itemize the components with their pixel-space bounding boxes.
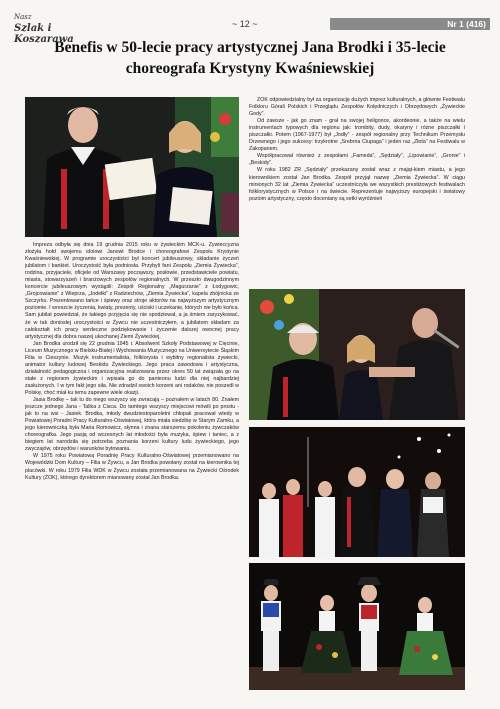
issue-bar: [330, 18, 490, 30]
jubilee-portrait-photo: [25, 97, 239, 237]
logo-line-2: Szlak i Koszarawa: [14, 23, 74, 45]
article-paragraph: W roku 1982 ZR „Sędziały” przekazany został wraz z mająt-kiem miastu, a jego kierownikiem został Jan Brodka. Zespół przyjął nazwę „Ziemia Żywiecka”. W ciągu minionych 32 lat „Ziemia Żywiecka” uczestniczyła we wszystkich prestiżowych festiwalach folklorystycznych w Polsce i na świecie. Reprezentuje najwyższy europejski i światowy poziom artystyczny, często doceniany są setki wyróżnień: [249, 167, 465, 202]
logo-line-1: Nasz: [14, 13, 32, 21]
page-number: ~ 12 ~: [232, 19, 258, 29]
article-paragraph: Jan Brodka urodził się 22 grudnia 1945 r. Absolwent Szkoły Podstawowej w Cięcinie, Liceum Muzycznego w Bielsku-Białej i Wychowania Muzycznego na Uniwersytecie Śląskim Filia w Cieszynie. Muzyk instrumentalista, folklorysta i wybitny regionalista żywiecki, animator kultury ludowej Beskidu Żywieckiego. Jego praca zawodowa i artystyczna, działalność pedagogiczna i organizacyjna realizowana przez okres 50 lat związała go na stałe z regionem żywieckim i wpisała go do panteonu ludzi dla niej najbardziej zasłużonych. I w tym fakt jego siła. Nie zdradził swoich korzeni ani rodaków, nie poszedł w Polskę, choć miał ku temu zapewne wiele okazji.: [25, 340, 239, 396]
article-left-column: [25, 242, 239, 698]
article-paragraph: Impreza odbyła się dnia 19 grudnia 2015 roku w żywieckim MCK-u. Żywieccyzna złożyła hołd swojemu idolowi Janowi Brodce i choreografowi Zespołu Krystynie Kwaśniewskiej. W programie uroczystości był koncert jubileuszowy, składanie życzeń jubilatom i bankiet. Uroczystość była podniosła. Przybyli fani Zespołu „Ziemia Żywiecka”, rodzina, przyjaciele, oficjele od Warszawy począwszy, posłowie, przedstawiciele powiatu, miasta, stowarzyszeń i branżowych zespołów regionalnych. W przeszło dwugodzinnym koncercie jubileuszowym wystąpili: Zespół Regionalny „Magurzanie” z Łodygowic, „Grojcowianie” z Wieprza, „Jodełki” z Radziechów, „Ziemia Żywiecka”, kapela zbójnicka ze Szczyrku. Prezentowano tańce i śpiewy oraz stroje aktorów na najwyższym artystycznym poziomie. I wreszcie życzenia, kwiaty, prezenty, uściski i uczekanie, których nie było końca. Sam jubilat powiedział, że takiego przyjęcia się nie spodziewał, a ja śmiem zaryzykować, że w tak doniosłej uroczystości w Żywcu nie uczestniczyłem, a jubilatom składam za całokształt ich pracy serdeczne podziękowanie i życzenie dalszej owocnej pracy artystycznej dla dobra naszej ukochanej Ziemi Żywieckiej.: [25, 242, 239, 340]
article-right-column: [249, 97, 465, 285]
article-paragraph: ŻOK odpowiedzialny był za organizację dużych imprez kulturalnych, a głównie Festiwalu Folkloru Górali Polskich i Przeglądu Zespołów Kolędniczych i Obrzędowych „Żywieckie Gody”.: [249, 97, 465, 118]
article-paragraph: Współpracował również z zespołami „Fameda”, „Sędziały”, „Lipowianie”, „Gronie” i „Beskidy”.: [249, 153, 465, 167]
article-paragraph: Od zawsze - jak go znam - grał na swojej heligonce, akordeonie, a także na wielu instrumentach typowych dla regionu jak: trombity, dudy, okaryny i różne piszczałki i piszczałki. Potem (1967-1977) był „Jodły” - zespół regionalny przy Technikum Przemysłu Drzewnego i jego sukcesy: trzykrotne „Srebrna Ciupaga” i jeden raz „Złota” na Festiwalu w Zakopanem.: [249, 118, 465, 153]
article-paragraph: W 1975 roku Powiatową Poradnię Pracy Kulturalno-Oświatowej przemianowano na Wojewódzki Dom Kultury – Filia w Żywcu, a Jan Brodka powołany został na kierownika tej placówki. W roku 1979 Filia WDK w Żywcu została przemianowana na Żywiecki Ośrodek Kultury (ŻOK), którego dyrektorem mianowany został Jan Brodka.: [25, 453, 239, 481]
choir-stage-photo: [249, 427, 465, 557]
masthead-logo: [14, 12, 94, 45]
folk-dancers-photo: [249, 563, 465, 690]
article-title: Benefis w 50-lecie pracy artystycznej Jana Brodki i 35-lecie choreografa Krystyny Kwaśniewskiej: [54, 39, 446, 77]
article-paragraph: Jasia Brodkę – tak tu do niego wszyscy się zwracają – poznałem w latach 80. Znałem jeszcze jednego Jana - Talika z Cisca. Do tamtego wszyscy miejscowi mówili po prostu - jak to na wsi - Jasiek. Brodka, młody dwudziestoparoletni chłopak pracował wtedy w Powiatowej Poradni Pracy Kulturalno-Oświatowej, która miała siedzibę w Starym Zamku, a jego kierowniczką była Maria Romowicz, słynna i znana starszemu pokoleniu żywczaków choreografka. Jego pasją od wczesnych lat młodości była muzyka, śpiew i taniec, a z biegiem lat narodziła się potrzeba poznania korzeni kultury ludu żywieckiego, jego zwyczajów, obrzędów i warunków bytowania.: [25, 397, 239, 453]
award-handshake-photo: [249, 289, 465, 420]
issue-number: Nr 1 (416): [447, 19, 486, 29]
